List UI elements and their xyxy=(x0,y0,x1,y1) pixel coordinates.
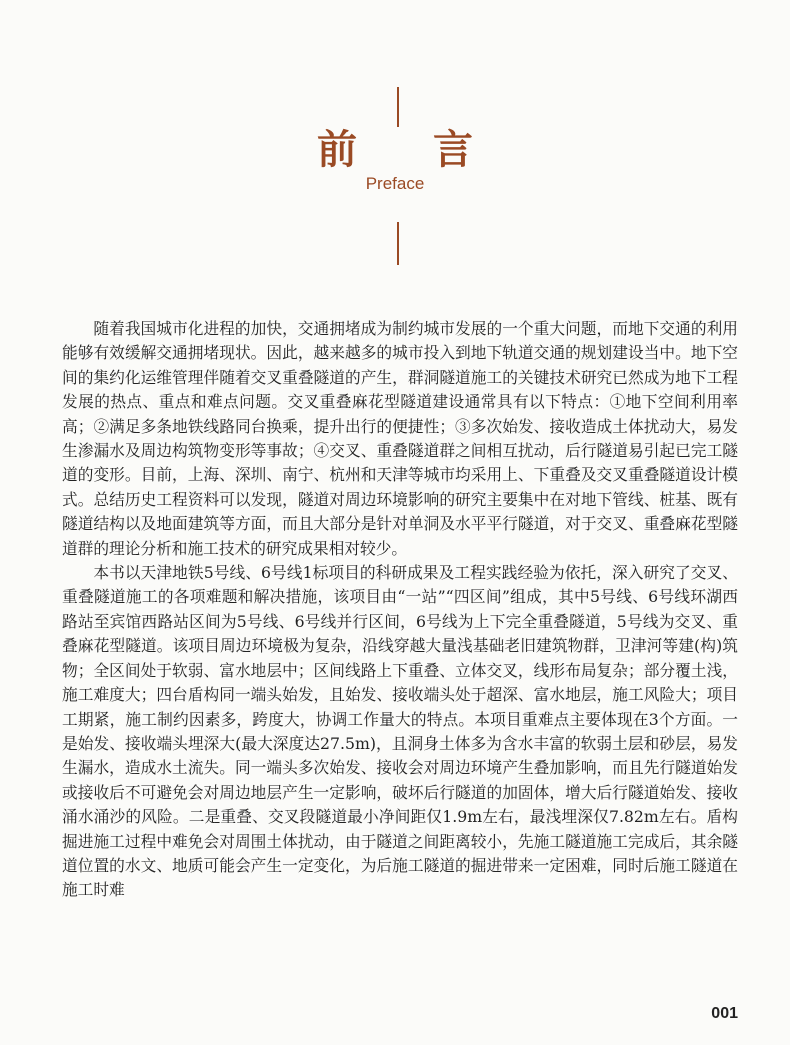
top-divider-line xyxy=(397,87,399,127)
page-subtitle: Preface xyxy=(365,174,425,193)
preface-body xyxy=(62,317,738,903)
page-number: 001 xyxy=(711,1005,738,1022)
bottom-divider-line xyxy=(397,222,399,265)
paragraph: 本书以天津地铁5号线、6号线1标项目的科研成果及工程实践经验为依托，深入研究了交叉、重叠隧道施工的各项难题和解决措施，该项目由“一站”“四区间”组成，其中5号线、6号线环湖西路站至宾馆西路站区间为5号线、6号线并行区间，6号线为上下完全重叠隧道，5号线为交叉、重叠麻花型隧道。该项目周边环境极为复杂，沿线穿越大量浅基础老旧建筑物群，卫津河等建(构)筑物；全区间处于软弱、富水地层中；区间线路上下重叠、立体交叉，线形布局复杂；部分覆土浅，施工难度大；四台盾构同一端头始发，且始发、接收端头处于超深、富水地层，施工风险大；项目工期紧，施工制约因素多，跨度大，协调工作量大的特点。本项目重难点主要体现在3个方面。一是始发、接收端头埋深大(最大深度达27.5m)，且洞身土体多为含水丰富的软弱土层和砂层，易发生漏水，造成水土流失。同一端头多次始发、接收会对周边环境产生叠加影响，而且先行隧道始发或接收后不可避免会对周边地层产生一定影响，破坏后行隧道的加固体，增大后行隧道始发、接收涌水涌沙的风险。二是重叠、交叉段隧道最小净间距仅1.9m左右，最浅埋深仅7.82m左右。盾构掘进施工过程中难免会对周围土体扰动，由于隧道之间距离较小，先施工隧道施工完成后，其余隧道位置的水文、地质可能会产生一定变化，为后施工隧道的掘进带来一定困难，同时后施工隧道在施工时难 xyxy=(62,563,738,900)
paragraph: 随着我国城市化进程的加快，交通拥堵成为制约城市发展的一个重大问题，而地下交通的利用能够有效缓解交通拥堵现状。因此，越来越多的城市投入到地下轨道交通的规划建设当中。地下空间的集约化运维管理伴随着交叉重叠隧道的产生，群洞隧道施工的关键技术研究已然成为地下工程发展的热点、重点和难点问题。交叉重叠麻花型隧道建设通常具有以下特点：①地下空间利用率高；②满足多条地铁线路同台换乘，提升出行的便捷性；③多次始发、接收造成土体扰动大，易发生渗漏水及周边构筑物变形等事故；④交叉、重叠隧道群之间相互扰动，后行隧道易引起已完工隧道的变形。目前，上海、深圳、南宁、杭州和天津等城市均采用上、下重叠及交叉重叠隧道设计模式。总结历史工程资料可以发现，隧道对周边环境影响的研究主要集中在对地下管线、桩基、既有隧道结构以及地面建筑等方面，而且大部分是针对单洞及水平平行隧道，对于交叉、重叠麻花型隧道群的理论分析和施工技术的研究成果相对较少。 xyxy=(62,319,738,558)
page-title: 前言 xyxy=(317,127,549,173)
